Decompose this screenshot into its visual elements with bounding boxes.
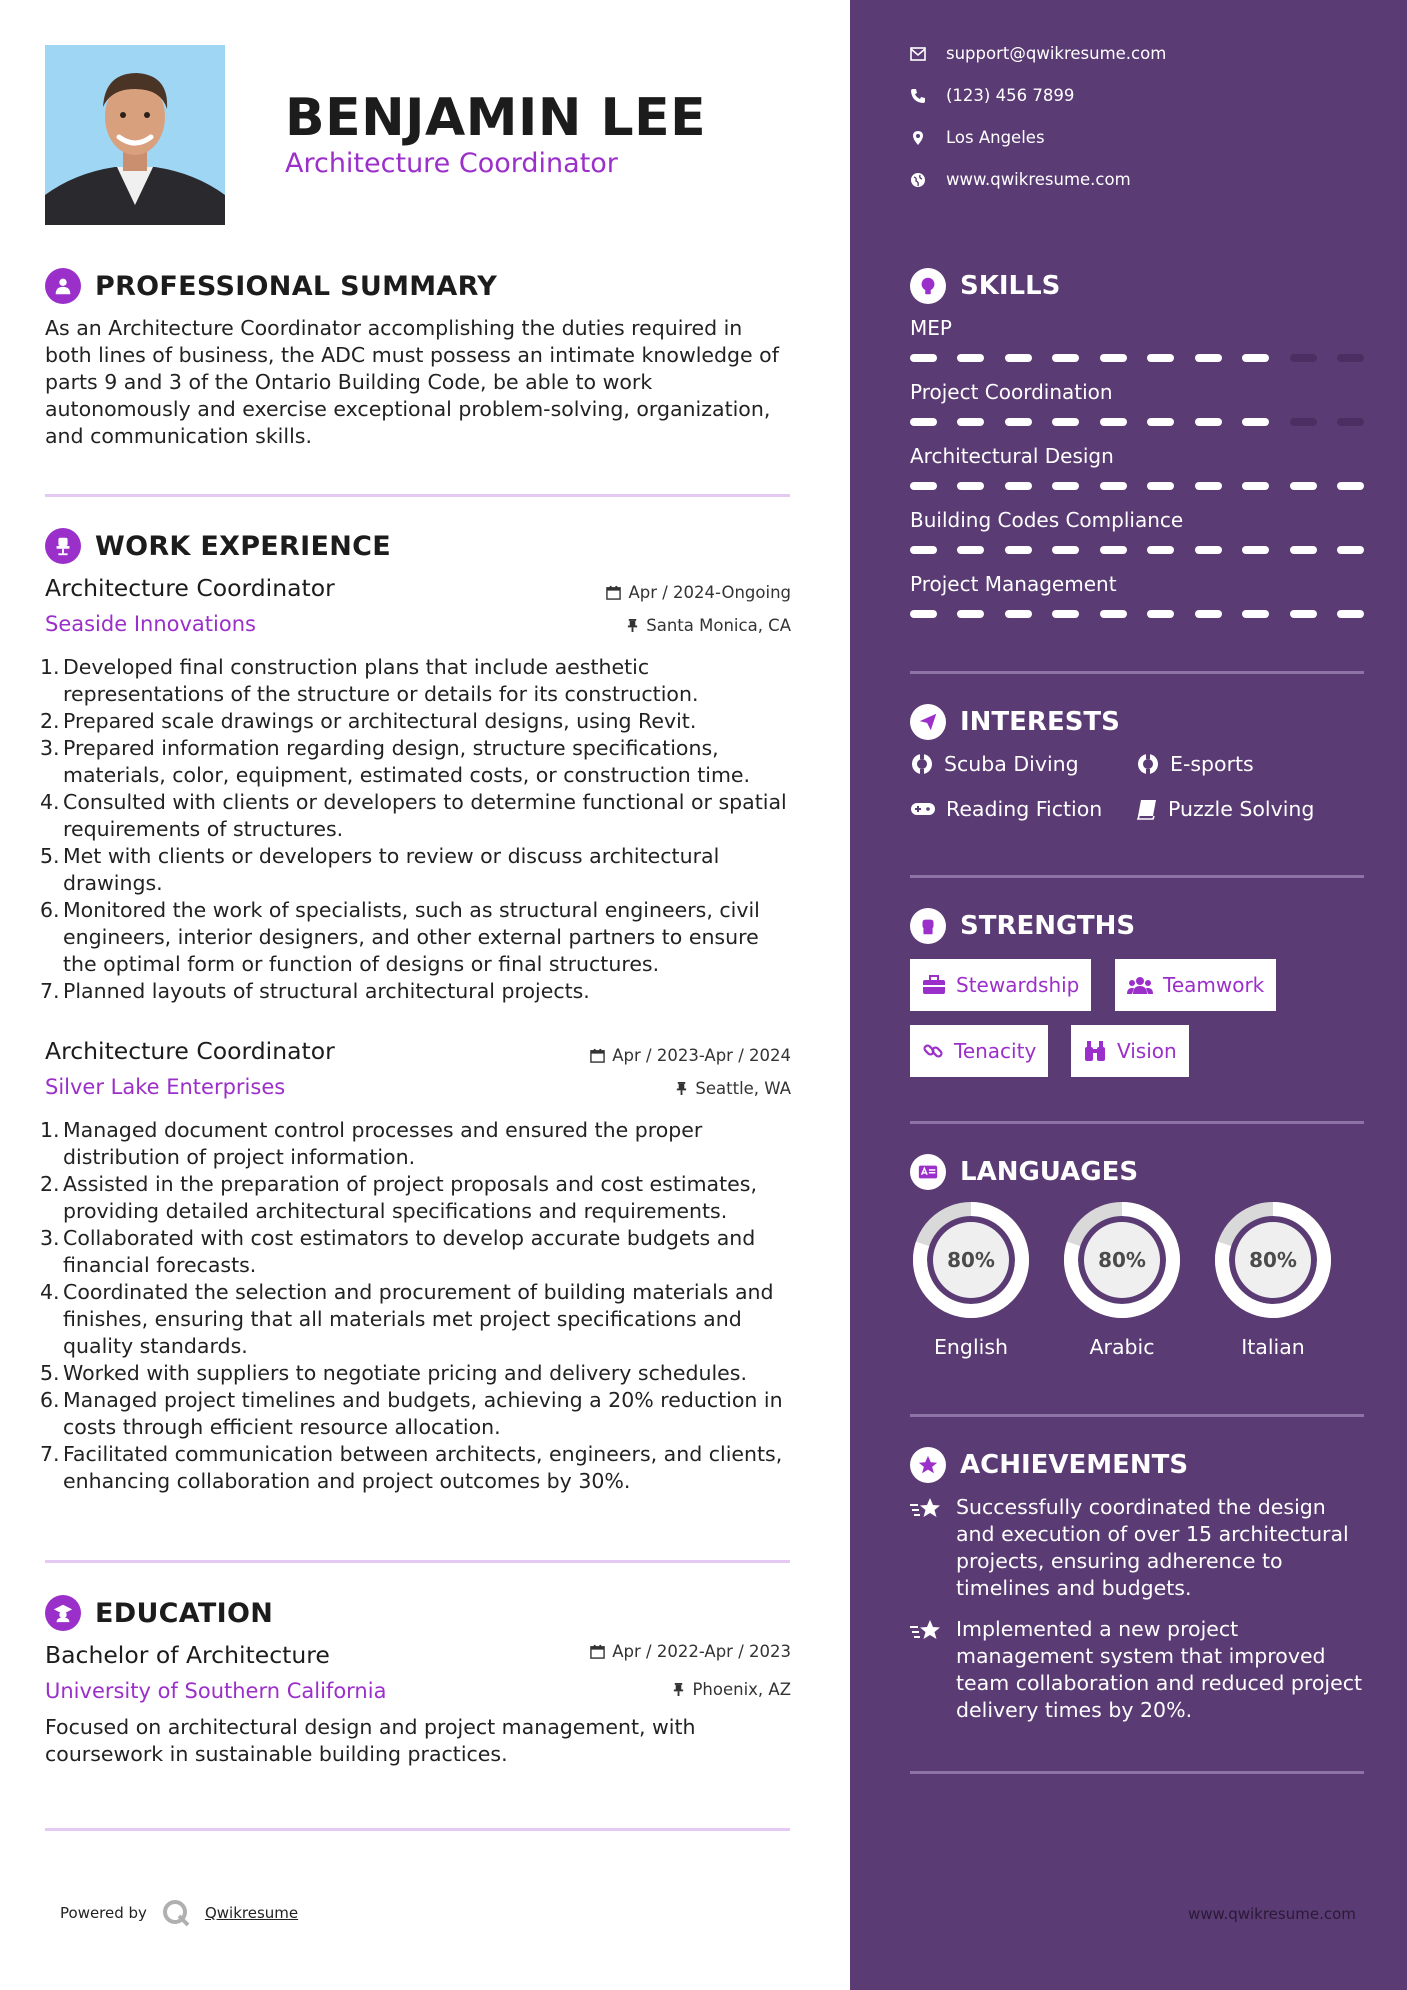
language-proficiency-ring: [1212, 1199, 1334, 1321]
skill-level-dash: [910, 482, 937, 490]
candidate-role: Architecture Coordinator: [285, 148, 618, 179]
shooting-star-icon: [910, 1494, 944, 1602]
education-location-text: Phoenix, AZ: [692, 1680, 791, 1699]
skill-level-dash: [1242, 546, 1269, 554]
achievements-title: ACHIEVEMENTS: [960, 1450, 1189, 1480]
skill-level-dash: [1242, 418, 1269, 426]
section-divider: [45, 1560, 790, 1563]
pin-icon: [672, 1682, 685, 1697]
skill-name: Architectural Design: [910, 444, 1114, 468]
language-percent: 80%: [947, 1248, 995, 1272]
chair-icon: [45, 528, 81, 564]
phone-icon: [910, 88, 926, 104]
bullet-number: 5.: [40, 844, 60, 868]
achievements-heading: [910, 1447, 1188, 1483]
qwikresume-logo-icon: [161, 1898, 191, 1928]
life-ring-icon: [1136, 752, 1160, 776]
calendar-icon: [590, 1644, 605, 1659]
job-title: Architecture Coordinator: [45, 1037, 335, 1065]
skill-level-dash: [1052, 354, 1079, 362]
skill-level-dash: [1052, 418, 1079, 426]
bullet-number: 7.: [40, 979, 60, 1003]
achievement-item: [910, 1494, 1370, 1602]
bullet-text: Monitored the work of specialists, such as structural engineers, civil engineers, interior designers, and other external partners to ensure the optimal form or function of designs or final structures.: [63, 898, 760, 976]
skill-level-bar: [910, 610, 1364, 618]
summary-text: As an Architecture Coordinator accomplishing the duties required in both lines of business, the ADC must possess an intimate knowledge of parts 9 and 3 of the Ontario Building Code, be able to work autonomously and exercise exceptional problem-solving, organization, and communication skills.: [45, 316, 779, 448]
bullet-text: Consulted with clients or developers to determine functional or spatial requirements of structures.: [63, 790, 787, 841]
qwikresume-link[interactable]: Qwikresume: [204, 1904, 299, 1922]
skill-level-dash: [1290, 418, 1317, 426]
skill-level-dash: [1242, 354, 1269, 362]
skill-level-dash: [1290, 610, 1317, 618]
bullet-text: Collaborated with cost estimators to develop accurate budgets and financial forecasts.: [63, 1226, 756, 1277]
languages-heading: [910, 1154, 1138, 1190]
life-ring-icon: [910, 752, 934, 776]
skill-level-dash: [1005, 418, 1032, 426]
skill-level-dash: [1147, 482, 1174, 490]
bullet-number: 4.: [40, 1280, 60, 1304]
language-item: [1212, 1199, 1334, 1359]
interest-label: Scuba Diving: [944, 752, 1079, 776]
interest-item: [1136, 797, 1314, 821]
skill-level-dash: [1052, 546, 1079, 554]
job-date: [590, 1046, 791, 1065]
bullet-item: [40, 1360, 795, 1387]
strengths-title: STRENGTHS: [960, 911, 1136, 941]
skill-level-dash: [957, 418, 984, 426]
language-name: Italian: [1241, 1335, 1305, 1359]
contact-phone-text: (123) 456 7899: [946, 86, 1075, 105]
job-title: Architecture Coordinator: [45, 574, 335, 602]
contact-location: [910, 128, 1045, 147]
language-percent: 80%: [1098, 1248, 1146, 1272]
bullet-item: [40, 1387, 795, 1441]
interest-item: [1136, 752, 1254, 776]
language-name: English: [933, 1335, 1009, 1359]
summary-heading: [45, 268, 497, 304]
bullet-text: Worked with suppliers to negotiate pricing and delivery schedules.: [63, 1361, 747, 1385]
language-percent: 80%: [1249, 1248, 1297, 1272]
skill-level-dash: [1147, 610, 1174, 618]
bullet-item: [40, 897, 795, 978]
skill-level-bar: [910, 418, 1364, 426]
skill-level-dash: [1195, 418, 1222, 426]
job-company: Silver Lake Enterprises: [45, 1075, 286, 1099]
strengths-heading: [910, 908, 1135, 944]
skill-level-dash: [1290, 482, 1317, 490]
strength-label: Teamwork: [1163, 973, 1265, 997]
language-icon: [910, 1154, 946, 1190]
contact-website-text: www.qwikresume.com: [946, 170, 1131, 189]
graduate-icon: [45, 1595, 81, 1631]
job-bullets: [40, 654, 795, 1005]
bullet-number: 4.: [40, 790, 60, 814]
interests-heading: [910, 704, 1120, 740]
skill-level-dash: [1147, 354, 1174, 362]
footer-website[interactable]: www.qwikresume.com: [1188, 1905, 1356, 1923]
shooting-star-icon: [910, 1616, 944, 1724]
bullet-item: [40, 1117, 795, 1171]
bullet-item: [40, 789, 795, 843]
job-bullets: [40, 1117, 795, 1495]
bullet-item: [40, 1279, 795, 1360]
sidebar: [850, 0, 1407, 1990]
sidebar-divider: [910, 875, 1364, 878]
candidate-name: BENJAMIN LEE: [285, 88, 707, 148]
envelope-icon: [910, 47, 926, 61]
link-icon: [922, 1040, 944, 1062]
section-divider: [45, 494, 790, 497]
education-location: [672, 1680, 791, 1699]
bullet-text: Developed final construction plans that include aesthetic representations of the structure or details for its construction.: [63, 655, 699, 706]
summary-title: PROFESSIONAL SUMMARY: [95, 270, 498, 302]
binoculars-icon: [1083, 1040, 1107, 1062]
interest-item: [910, 752, 1079, 776]
interests-title: INTERESTS: [960, 707, 1120, 737]
skill-level-dash: [1195, 354, 1222, 362]
paper-plane-icon: [910, 704, 946, 740]
skill-level-dash: [1337, 610, 1364, 618]
skill-level-dash: [1005, 354, 1032, 362]
book-icon: [1136, 798, 1158, 820]
skill-level-dash: [1100, 354, 1127, 362]
job-location: [675, 1079, 791, 1098]
skill-name: MEP: [910, 316, 952, 340]
interest-item: [910, 797, 1102, 821]
job-date-text: Apr / 2023-Apr / 2024: [612, 1046, 791, 1065]
globe-icon: [910, 172, 926, 188]
skill-level-dash: [1052, 482, 1079, 490]
language-proficiency-ring: [1061, 1199, 1183, 1321]
skill-level-dash: [957, 354, 984, 362]
strength-badge: [910, 1025, 1048, 1077]
bullet-item: [40, 708, 795, 735]
bullet-number: 2.: [40, 1172, 60, 1196]
sidebar-divider: [910, 1771, 1364, 1774]
user-icon: [45, 268, 81, 304]
education-title: EDUCATION: [95, 1597, 274, 1629]
skill-level-dash: [1337, 482, 1364, 490]
bullet-text: Prepared information regarding design, structure specifications, materials, color, equipment, estimated costs, or construction time.: [63, 736, 751, 787]
degree-title: Bachelor of Architecture: [45, 1641, 330, 1669]
job-location: [626, 616, 791, 635]
education-date: [590, 1642, 791, 1661]
bullet-item: [40, 1171, 795, 1225]
bullet-number: 6.: [40, 1388, 60, 1412]
pin-icon: [675, 1081, 688, 1096]
bullet-item: [40, 654, 795, 708]
gamepad-icon: [910, 800, 936, 818]
skill-level-dash: [1337, 546, 1364, 554]
contact-location-text: Los Angeles: [946, 128, 1045, 147]
experience-title: WORK EXPERIENCE: [95, 530, 391, 562]
skill-level-dash: [910, 354, 937, 362]
briefcase-icon: [922, 975, 946, 995]
education-text: Focused on architectural design and project management, with coursework in sustainable building practices.: [45, 1715, 696, 1766]
skill-name: Building Codes Compliance: [910, 508, 1184, 532]
sidebar-divider: [910, 1414, 1364, 1417]
skill-level-dash: [1100, 482, 1127, 490]
contact-email-text: support@qwikresume.com: [946, 44, 1167, 63]
skill-level-bar: [910, 354, 1364, 362]
bullet-text: Planned layouts of structural architectural projects.: [63, 979, 590, 1003]
skill-name: Project Coordination: [910, 380, 1113, 404]
job-company: Seaside Innovations: [45, 612, 256, 636]
strength-badge: [1115, 959, 1276, 1011]
education-heading: [45, 1595, 273, 1631]
job-location-text: Seattle, WA: [695, 1079, 791, 1098]
bullet-text: Met with clients or developers to review or discuss architectural drawings.: [63, 844, 720, 895]
profile-photo: [45, 45, 225, 225]
school-name: University of Southern California: [45, 1679, 387, 1703]
bullet-text: Managed project timelines and budgets, achieving a 20% reduction in costs through efficient resource allocation.: [63, 1388, 783, 1439]
skill-level-dash: [1052, 610, 1079, 618]
experience-heading: [45, 528, 391, 564]
skill-level-dash: [1242, 610, 1269, 618]
skill-level-dash: [910, 418, 937, 426]
bullet-text: Coordinated the selection and procurement of building materials and finishes, ensuring that all materials met project specifications and quality standards.: [63, 1280, 774, 1358]
job-location-text: Santa Monica, CA: [646, 616, 791, 635]
bullet-text: Prepared scale drawings or architectural designs, using Revit.: [63, 709, 697, 733]
interest-label: Puzzle Solving: [1168, 797, 1315, 821]
bullet-text: Facilitated communication between architects, engineers, and clients, enhancing collaboration and project outcomes by 30%.: [63, 1442, 783, 1493]
powered-by-label: Powered by: [60, 1904, 147, 1922]
skills-heading: [910, 268, 1060, 304]
strength-label: Stewardship: [956, 973, 1080, 997]
skill-level-dash: [957, 482, 984, 490]
strength-badge: [910, 959, 1091, 1011]
skill-level-bar: [910, 482, 1364, 490]
sidebar-divider: [910, 1121, 1364, 1124]
bullet-number: 5.: [40, 1361, 60, 1385]
achievement-text: Implemented a new project management system that improved team collaboration and reduced project delivery times by 20%.: [956, 1617, 1363, 1722]
bullet-number: 3.: [40, 736, 60, 760]
skill-level-dash: [957, 610, 984, 618]
interest-label: E-sports: [1170, 752, 1254, 776]
skill-level-dash: [1195, 610, 1222, 618]
person-photo-icon: [45, 45, 225, 225]
job-date-text: Apr / 2024-Ongoing: [628, 583, 791, 602]
calendar-icon: [606, 585, 621, 600]
skill-level-dash: [1005, 546, 1032, 554]
skills-title: SKILLS: [960, 271, 1061, 301]
achievement-item: [910, 1616, 1370, 1724]
bullet-number: 1.: [40, 1118, 60, 1142]
skill-level-dash: [957, 546, 984, 554]
bullet-number: 1.: [40, 655, 60, 679]
bullet-item: [40, 843, 795, 897]
skill-level-dash: [1005, 610, 1032, 618]
skill-level-dash: [1005, 482, 1032, 490]
bullet-item: [40, 1441, 795, 1495]
bullet-item: [40, 978, 795, 1005]
bullet-number: 2.: [40, 709, 60, 733]
skill-level-dash: [910, 546, 937, 554]
skill-level-dash: [1100, 418, 1127, 426]
language-name: Arabic: [1089, 1335, 1155, 1359]
strength-label: Vision: [1117, 1039, 1177, 1063]
fist-icon: [910, 908, 946, 944]
contact-phone[interactable]: [910, 86, 1074, 105]
skill-level-dash: [910, 610, 937, 618]
achievement-text: Successfully coordinated the design and execution of over 15 architectural projects, ensuring adherence to timelines and budgets.: [956, 1495, 1349, 1600]
language-item: [1061, 1199, 1183, 1359]
skill-level-dash: [1195, 482, 1222, 490]
interest-label: Reading Fiction: [946, 797, 1103, 821]
skill-name: Project Management: [910, 572, 1117, 596]
contact-website[interactable]: [910, 170, 1131, 189]
users-icon: [1127, 975, 1153, 995]
bullet-number: 3.: [40, 1226, 60, 1250]
skill-level-dash: [1147, 418, 1174, 426]
section-divider: [45, 1828, 790, 1831]
bullet-text: Managed document control processes and ensured the proper distribution of project information.: [63, 1118, 703, 1169]
footer-powered-by: [60, 1898, 298, 1928]
skill-level-dash: [1290, 546, 1317, 554]
language-proficiency-ring: [910, 1199, 1032, 1321]
education-date-text: Apr / 2022-Apr / 2023: [612, 1642, 791, 1661]
job-date: [606, 583, 791, 602]
lightbulb-icon: [910, 268, 946, 304]
sidebar-divider: [910, 671, 1364, 674]
skill-level-bar: [910, 546, 1364, 554]
strength-badge: [1071, 1025, 1189, 1077]
skill-level-dash: [1337, 418, 1364, 426]
location-pin-icon: [910, 130, 926, 146]
pin-icon: [626, 618, 639, 633]
skill-level-dash: [1100, 610, 1127, 618]
calendar-icon: [590, 1048, 605, 1063]
skill-level-dash: [1337, 354, 1364, 362]
contact-email[interactable]: [910, 44, 1166, 63]
skill-level-dash: [1242, 482, 1269, 490]
language-item: [910, 1199, 1032, 1359]
bullet-item: [40, 735, 795, 789]
bullet-number: 6.: [40, 898, 60, 922]
skill-level-dash: [1100, 546, 1127, 554]
skill-level-dash: [1147, 546, 1174, 554]
skill-level-dash: [1195, 546, 1222, 554]
bullet-item: [40, 1225, 795, 1279]
star-badge-icon: [910, 1447, 946, 1483]
skill-level-dash: [1290, 354, 1317, 362]
bullet-text: Assisted in the preparation of project proposals and cost estimates, providing detailed architectural specifications and requirements.: [63, 1172, 757, 1223]
languages-title: LANGUAGES: [960, 1157, 1139, 1187]
strength-label: Tenacity: [954, 1039, 1037, 1063]
bullet-number: 7.: [40, 1442, 60, 1466]
